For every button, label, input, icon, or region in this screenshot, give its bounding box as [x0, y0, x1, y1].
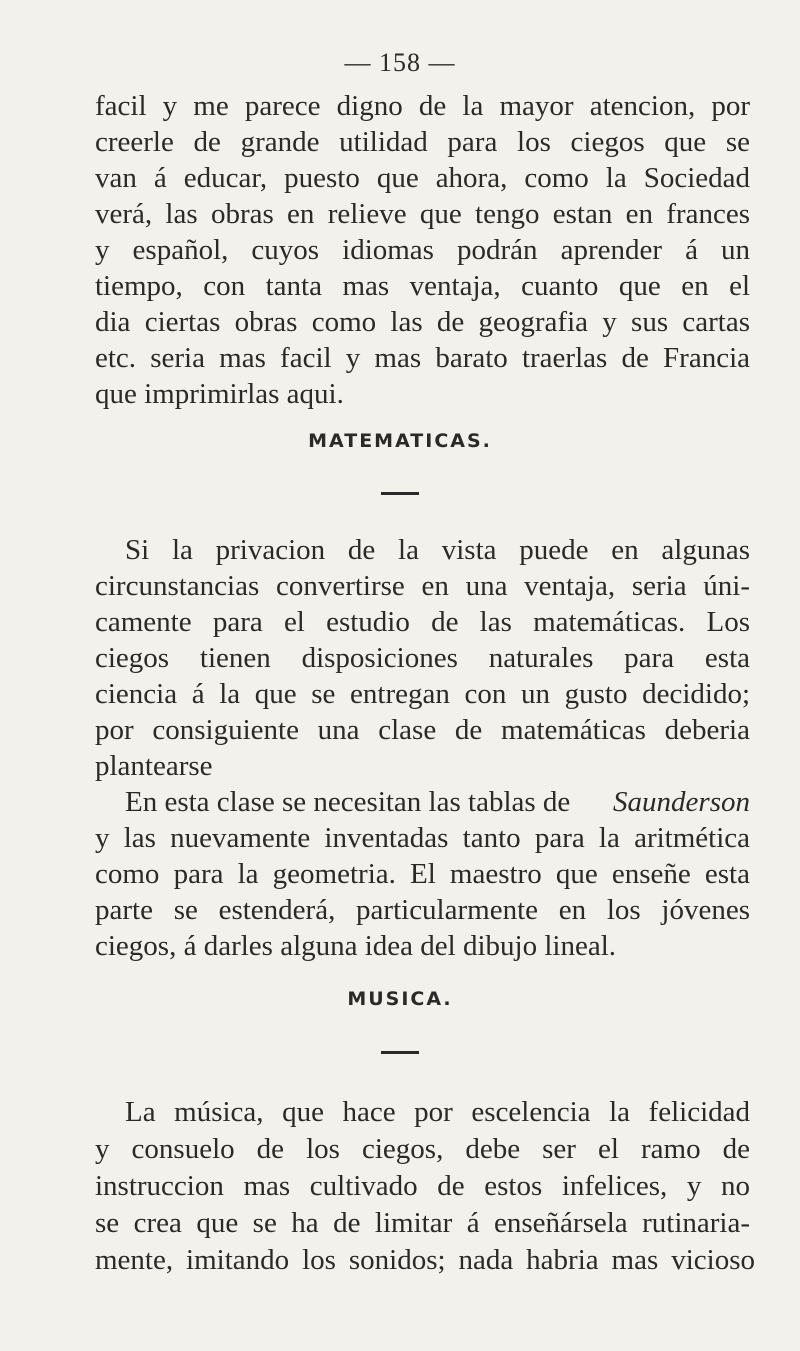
- text-line: ciegos tienen disposiciones naturales para esta: [95, 642, 750, 674]
- heading-rule: [381, 492, 419, 495]
- text-line: verá, las obras en relieve que tengo estan en frances: [95, 198, 750, 230]
- text-line: Si la privacion de la vista puede en algunas: [125, 534, 750, 566]
- text-line: etc. seria mas facil y mas barato traerlas de Francia: [95, 342, 750, 374]
- text-line: parte se estenderá, particularmente en los jóvenes: [95, 894, 750, 926]
- text-line: y español, cuyos idiomas podrán aprender á un: [95, 234, 750, 266]
- text-line: por consiguiente una clase de matemáticas deberia: [95, 714, 750, 746]
- text-line: instruccion mas cultivado de estos infelices, y no: [95, 1170, 750, 1202]
- text-line: van á educar, puesto que ahora, como la Sociedad: [95, 162, 750, 194]
- text-segment: En esta clase se necesitan las tablas de: [125, 786, 571, 818]
- section-heading-matematicas: MATEMATICAS.: [308, 430, 492, 452]
- text-line: y las nuevamente inventadas tanto para la aritmética: [95, 822, 750, 854]
- text-line: tiempo, con tanta mas ventaja, cuanto que en el: [95, 270, 750, 302]
- page-number: — 158 —: [344, 48, 456, 77]
- text-line: como para la geometria. El maestro que enseñe esta: [95, 858, 750, 890]
- text-line: plantearse: [95, 750, 213, 782]
- heading-rule: [381, 1051, 419, 1054]
- text-line: La música, que hace por escelencia la felicidad: [125, 1096, 750, 1128]
- section-heading-musica: MUSICA.: [347, 988, 453, 1010]
- text-line: [0, 784, 800, 820]
- text-line: que imprimirlas aqui.: [95, 378, 344, 410]
- text-line: ciegos, á darles alguna idea del dibujo lineal.: [95, 930, 617, 962]
- text-line: ciencia á la que se entregan con un gusto decidido;: [95, 678, 750, 710]
- text-line: se crea que se ha de limitar á enseñársela rutinaria-: [95, 1207, 750, 1239]
- text-line: creerle de grande utilidad para los ciegos que se: [95, 126, 750, 158]
- text-line: mente, imitando los sonidos; nada habria mas vicioso: [95, 1244, 755, 1276]
- italic-name: Saunderson: [613, 786, 750, 818]
- text-line: circunstancias convertirse en una ventaja, seria úni-: [95, 570, 750, 602]
- text-line: facil y me parece digno de la mayor atencion, por: [95, 90, 750, 122]
- text-line: dia ciertas obras como las de geografia y sus cartas: [95, 306, 750, 338]
- text-line: y consuelo de los ciegos, debe ser el ramo de: [95, 1133, 750, 1165]
- text-line: camente para el estudio de las matemáticas. Los: [95, 606, 750, 638]
